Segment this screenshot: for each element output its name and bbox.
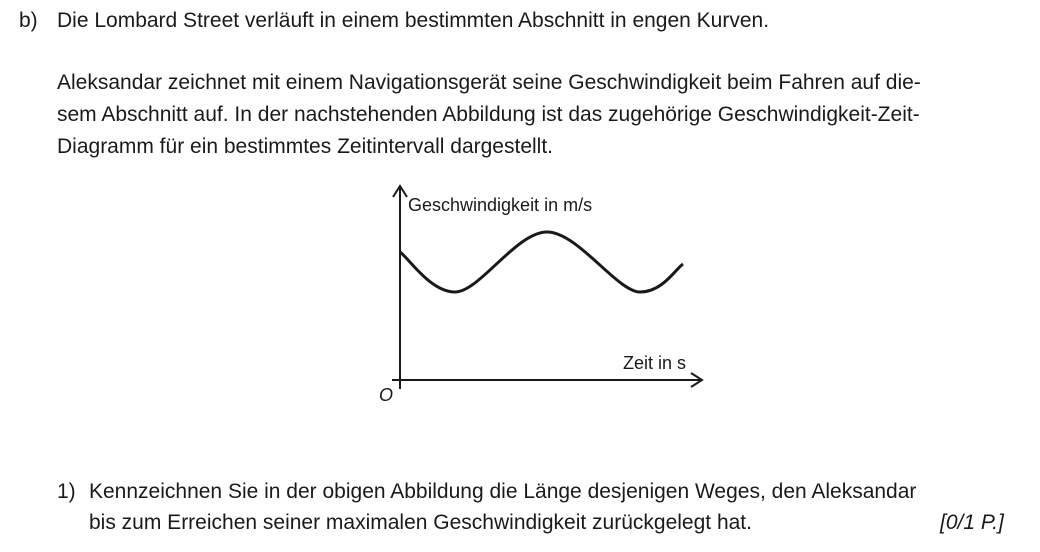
question-line: Kennzeichnen Sie in der obigen Abbildung die Länge desjenigen Weges, den Aleksandar	[89, 480, 917, 503]
paragraph-line: Aleksandar zeichnet mit einem Navigationsgerät seine Geschwindigkeit beim Fahren auf die-	[57, 71, 921, 94]
y-axis-label: Geschwindigkeit in m/s	[408, 195, 593, 215]
question-number: 1)	[57, 480, 76, 503]
task-label: b)	[19, 9, 38, 32]
question-line: bis zum Erreichen seiner maximalen Geschwindigkeit zurückgelegt hat.	[89, 511, 752, 534]
origin-label: O	[379, 385, 394, 405]
x-axis-label: Zeit in s	[623, 353, 687, 373]
paragraph-line: sem Abschnitt auf. In der nachstehenden Abbildung ist das zugehörige Geschwindigkeit-Zeit-	[57, 103, 920, 126]
points-label: [0/1 P.]	[940, 511, 1004, 534]
velocity-curve	[400, 232, 683, 292]
task-intro: Die Lombard Street verläuft in einem bestimmten Abschnitt in engen Kurven.	[57, 9, 770, 32]
paragraph-line: Diagramm für ein bestimmtes Zeitintervall dargestellt.	[57, 135, 554, 158]
